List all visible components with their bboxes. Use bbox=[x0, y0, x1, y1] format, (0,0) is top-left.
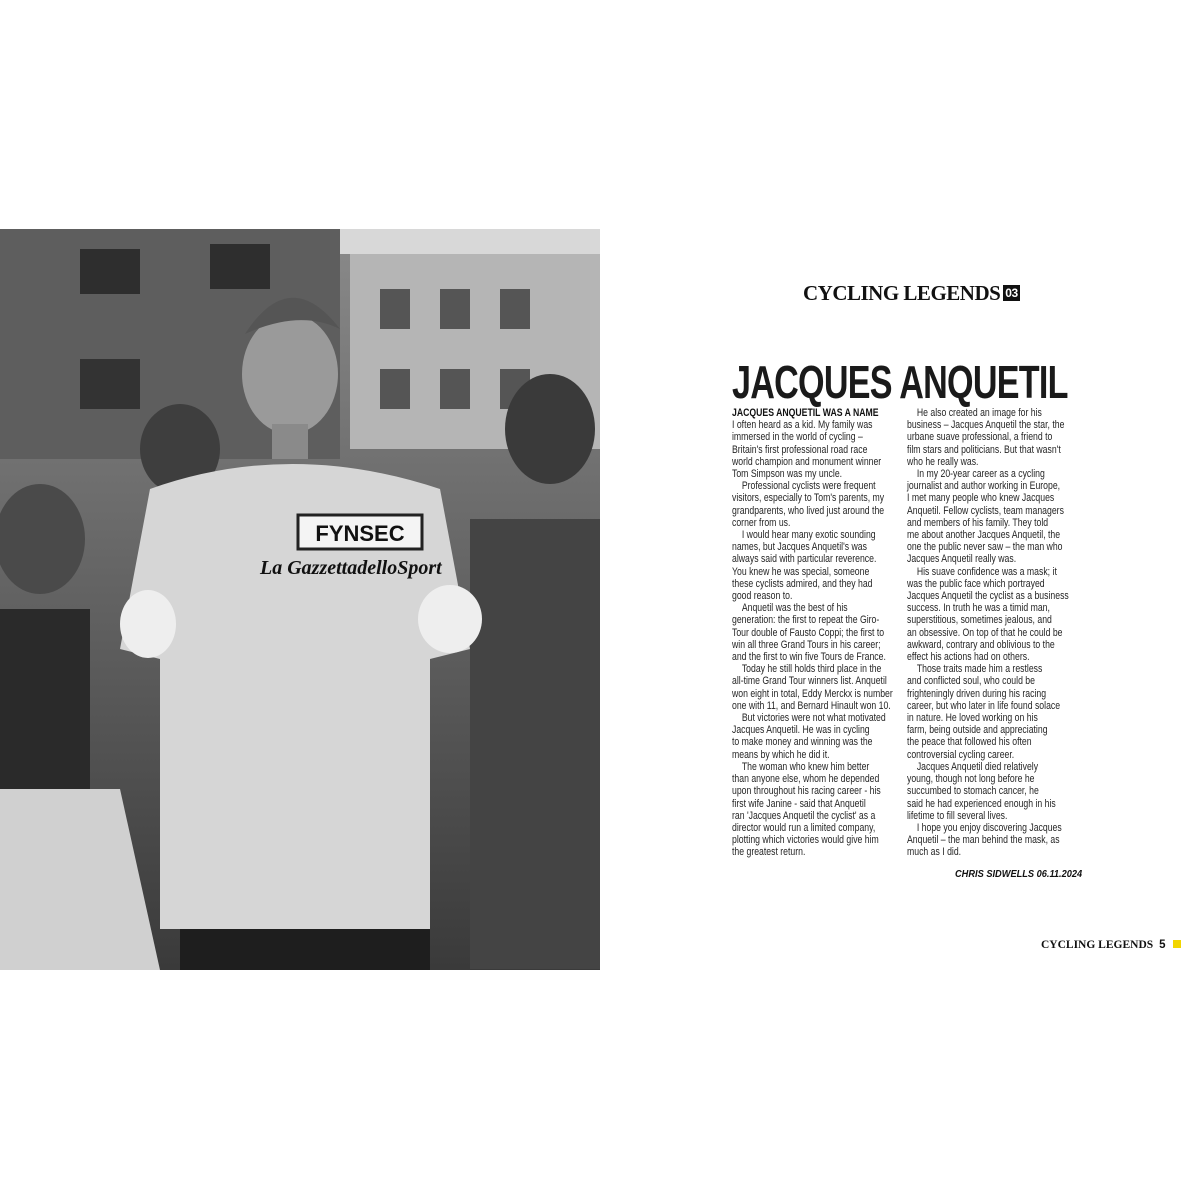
text-line: In my 20-year career as a cycling bbox=[916, 468, 1045, 481]
text-line: I met many people who knew Jacques bbox=[907, 492, 1055, 505]
text-line: one the public never saw – the man who bbox=[907, 541, 1063, 554]
text-line: film stars and politicians. But that wasn't bbox=[907, 443, 1061, 456]
text-line: He also created an image for his bbox=[916, 407, 1042, 419]
text-line: means by which he did it. bbox=[732, 748, 830, 761]
text-line: all-time Grand Tour winners list. Anquetil bbox=[732, 675, 887, 688]
column-2-lines bbox=[907, 407, 1072, 859]
text-line: controversial cycling career. bbox=[907, 748, 1015, 761]
author-byline: CHRIS SIDWELLS 06.11.2024 bbox=[955, 868, 1083, 880]
text-line: The woman who knew him better bbox=[741, 760, 870, 773]
text-line: Professional cyclists were frequent bbox=[741, 480, 876, 493]
page-number: 5 bbox=[1159, 939, 1166, 951]
text-line: Anquetil was the best of his bbox=[741, 602, 848, 615]
text-line: win all three Grand Tours in his career; bbox=[732, 638, 881, 651]
text-line: awkward, contrary and oblivious to the bbox=[907, 638, 1055, 651]
text-line: effect his actions had on others. bbox=[907, 651, 1030, 664]
text-line: upon throughout his racing career - his bbox=[732, 785, 881, 798]
text-line: these cyclists admired, and they had bbox=[732, 577, 873, 590]
text-line: was the public face which portrayed bbox=[907, 577, 1045, 590]
text-line: world champion and monument winner bbox=[732, 455, 882, 468]
jersey-text-1: FYNSEC bbox=[315, 521, 405, 546]
article-column-2 bbox=[907, 407, 1072, 859]
text-line: and conflicted soul, who could be bbox=[907, 675, 1035, 688]
text-line: immersed in the world of cycling – bbox=[732, 431, 863, 444]
text-line: frighteningly driven during his racing bbox=[907, 687, 1047, 700]
cyclist-photo bbox=[0, 229, 600, 970]
text-line: grandparents, who lived just around the bbox=[732, 504, 885, 517]
text-line: names, but Jacques Anquetil's was bbox=[732, 541, 867, 554]
column-1-lines bbox=[732, 419, 897, 858]
article-title: JACQUES ANQUETIL bbox=[732, 356, 1068, 408]
footer-series: CYCLING LEGENDS bbox=[1041, 939, 1154, 951]
text-line: Jacques Anquetil. He was in cycling bbox=[732, 724, 870, 737]
text-line: I often heard as a kid. My family was bbox=[732, 419, 873, 432]
issue-number-badge: 03 bbox=[1005, 286, 1018, 300]
text-line: I would hear many exotic sounding bbox=[741, 529, 876, 542]
text-line: Today he still holds third place in the bbox=[741, 663, 882, 676]
article-column-1 bbox=[732, 407, 897, 859]
text-line: one with 11, and Bernard Hinault won 10. bbox=[732, 699, 891, 712]
page-footer bbox=[1041, 939, 1181, 951]
text-line: Jacques Anquetil really was. bbox=[907, 553, 1017, 566]
text-line: director would run a limited company, bbox=[732, 821, 876, 834]
series-header bbox=[803, 281, 1020, 306]
text-line: superstitious, sometimes jealous, and bbox=[907, 614, 1052, 627]
text-line: and the first to win five Tours de France. bbox=[732, 651, 886, 664]
text-line: ran 'Jacques Anquetil the cyclist' as a bbox=[732, 809, 876, 822]
text-line: success. In truth he was a timid man, bbox=[907, 602, 1050, 615]
text-line: plotting which victories would give him bbox=[732, 834, 879, 847]
text-line: lifetime to fill several lives. bbox=[907, 809, 1008, 822]
text-line: in nature. He loved working on his bbox=[907, 712, 1038, 725]
text-line: Jacques Anquetil died relatively bbox=[916, 760, 1039, 773]
text-line: much as I did. bbox=[907, 846, 962, 859]
text-line: me about another Jacques Anquetil, the bbox=[907, 529, 1061, 542]
text-line: Those traits made him a restless bbox=[916, 663, 1043, 676]
text-line: first wife Janine - said that Anquetil bbox=[732, 797, 866, 810]
text-line: generation: the first to repeat the Giro- bbox=[732, 614, 880, 627]
jersey-text-2: La GazzettadelloSport bbox=[260, 557, 442, 579]
lead-in: JACQUES ANQUETIL WAS A NAME bbox=[732, 407, 879, 419]
text-line: His suave confidence was a mask; it bbox=[916, 565, 1057, 578]
text-line: said he had experienced enough in his bbox=[907, 797, 1056, 810]
text-line: corner from us. bbox=[732, 516, 791, 529]
text-line: I hope you enjoy discovering Jacques bbox=[916, 821, 1062, 834]
text-line: young, though not long before he bbox=[907, 773, 1035, 786]
text-line: always said with particular reverence. bbox=[732, 553, 877, 566]
text-line: than anyone else, whom he depended bbox=[732, 773, 880, 786]
accent-square-icon bbox=[1173, 940, 1181, 948]
text-line: and members of his family. They told bbox=[907, 516, 1049, 529]
text-line: But victories were not what motivated bbox=[741, 712, 886, 725]
text-line: visitors, especially to Tom's parents, my bbox=[732, 492, 885, 505]
text-line: Anquetil. Fellow cyclists, team managers bbox=[907, 504, 1064, 517]
text-line: career, but who later in life found solace bbox=[907, 699, 1061, 712]
text-line: You knew he was special, someone bbox=[732, 565, 870, 578]
text-line: business – Jacques Anquetil the star, the bbox=[907, 419, 1065, 432]
text-line: journalist and author working in Europe, bbox=[907, 480, 1061, 493]
text-line: farm, being outside and appreciating bbox=[907, 724, 1048, 737]
text-line: urbane suave professional, a friend to bbox=[907, 431, 1053, 444]
text-line: an obsessive. On top of that he could be bbox=[907, 626, 1063, 639]
text-line: Jacques Anquetil the cyclist as a business bbox=[907, 590, 1069, 603]
text-line: succumbed to stomach cancer, he bbox=[907, 785, 1039, 798]
text-line: to make money and winning was the bbox=[732, 736, 873, 749]
text-line: who he really was. bbox=[907, 455, 979, 468]
text-line: Tour double of Fausto Coppi; the first to bbox=[732, 626, 885, 639]
text-line: good reason to. bbox=[732, 590, 793, 603]
text-line: Anquetil – the man behind the mask, as bbox=[907, 834, 1060, 847]
series-title: CYCLING LEGENDS bbox=[803, 281, 1001, 305]
text-line: Tom Simpson was my uncle. bbox=[732, 468, 843, 481]
text-line: Britain's first professional road race bbox=[732, 443, 868, 456]
text-line: the greatest return. bbox=[732, 846, 806, 859]
text-line: the peace that followed his often bbox=[907, 736, 1032, 749]
text-line: won eight in total, Eddy Merckx is number bbox=[732, 687, 893, 700]
